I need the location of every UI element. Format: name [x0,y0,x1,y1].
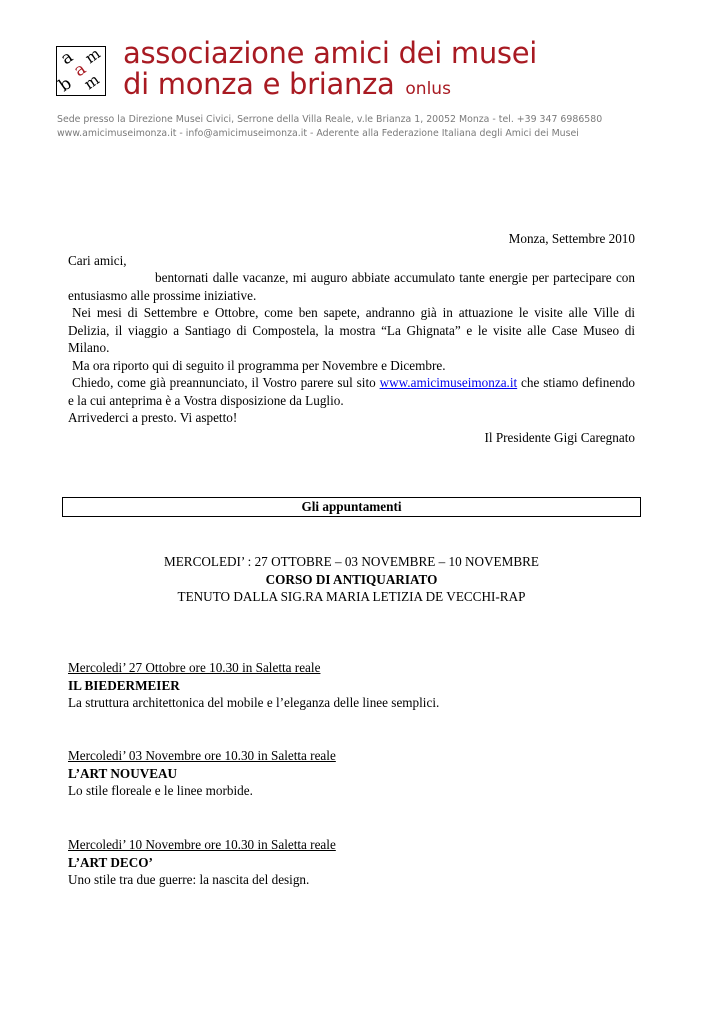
event-when: Mercoledi’ 03 Novembre ore 10.30 in Saletta reale [68,748,336,763]
organization-name-line1: associazione amici dei musei [123,36,538,70]
web-email-line: www.amicimuseimonza.it - info@amicimuseimonza.it - Aderente alla Federazione Italiana degli Amici dei Musei [57,128,579,139]
letter-paragraph-4 [68,374,635,409]
event-description: Uno stile tra due guerre: la nascita del design. [68,872,310,887]
logo-letter-3: m [81,46,104,68]
event-description: Lo stile floreale e le linee morbide. [68,783,253,798]
course-title: CORSO DI ANTIQUARIATO [265,571,438,587]
address-line: Sede presso la Direzione Musei Civici, Serrone della Villa Reale, v.le Brianza 1, 20052 Monza - tel. +39 347 6986580 [57,114,603,125]
letter-paragraph-1: bentornati dalle vacanze, mi auguro abbiate accumulato tante energie per partecipare con entusiasmo alle prossime iniziative. [68,270,635,303]
paragraph-4-text-end: che stiamo definendo e la cui anteprima è a Vostra disposizione da Luglio. [68,375,636,408]
event-title: L’ART DECO’ [68,854,153,870]
event-title: L’ART NOUVEAU [68,765,178,781]
event-item [68,747,635,800]
association-logo [56,46,106,96]
organization-suffix: onlus [405,79,451,99]
letter-paragraph-3: Ma ora riporto qui di seguito il programma per Novembre e Dicembre. [72,357,446,373]
event-item [68,659,635,712]
logo-mark [56,46,106,96]
organization-name [123,38,537,105]
course-teacher: TENUTO DALLA SIG.RA MARIA LETIZIA DE VECCHI-RAP [177,589,526,604]
event-description: La struttura architettonica del mobile e l’eleganza delle linee semplici. [68,695,440,710]
event-when: Mercoledi’ 10 Novembre ore 10.30 in Saletta reale [68,837,336,852]
letter-signature: Il Presidente Gigi Caregnato [484,429,635,445]
appointments-heading-box [62,497,641,517]
logo-letter-2: a [70,58,90,82]
logo-letter-4: m [80,70,103,94]
paragraph-4-text-start: Chiedo, come già preannunciato, il Vostro parere sul sito [72,375,380,390]
letter-greeting: Cari amici, [68,252,127,268]
letter-body [68,230,635,446]
organization-name-line2-text: di monza e brianza [123,67,395,101]
appointments-heading: Gli appuntamenti [301,499,402,514]
letter-date: Monza, Settembre 2010 [508,231,635,246]
organization-name-line2 [123,69,537,105]
event-title: IL BIEDERMEIER [68,677,180,693]
letter-closing: Arrivederci a presto. Vi aspetto! [68,410,238,425]
website-link[interactable]: www.amicimuseimonza.it [379,375,518,390]
event-when: Mercoledi’ 27 Ottobre ore 10.30 in Saletta reale [68,660,321,675]
organization-contact-info [57,113,602,141]
letter-paragraph-2: Nei mesi di Settembre e Ottobre, come ben sapete, andranno già in attuazione le visite alle Ville di Delizia, il viaggio a Santiago di Compostela, la mostra “La Ghignata” e le visite alle Case Museo di Milano. [68,305,635,355]
course-announcement [62,553,641,606]
event-item [68,836,635,889]
logo-letter-1: a [57,46,77,70]
course-dates: MERCOLEDI’ : 27 OTTOBRE – 03 NOVEMBRE – 10 NOVEMBRE [164,554,539,569]
logo-letter-5: b [56,73,76,96]
